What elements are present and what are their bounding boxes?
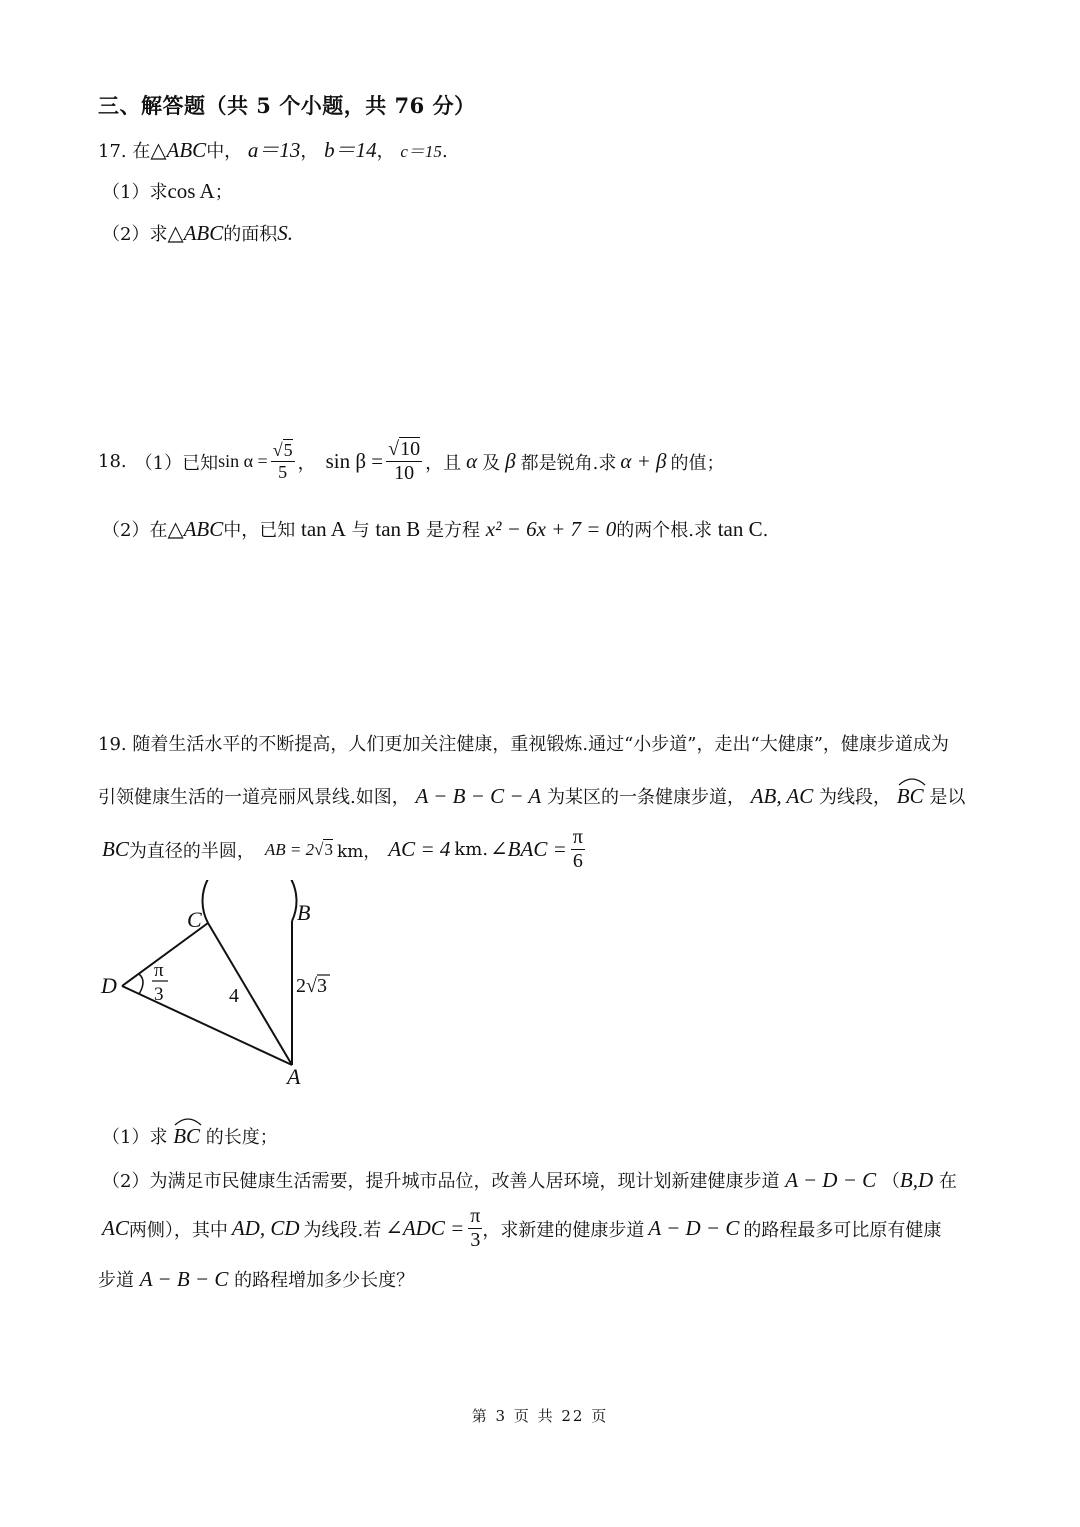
- q19-part1-label: （1）求: [102, 1127, 168, 1148]
- q17-cosA: cos A: [167, 179, 215, 203]
- q19-line3-text: 为直径的半圆，: [128, 840, 255, 862]
- q19-part2-text-a: （2）为满足市民健康生活需要，提升城市品位，改善人居环境，现计划新建健康步道: [102, 1171, 780, 1192]
- q19-part2-line1: [102, 1167, 957, 1193]
- q17-S: S.: [277, 221, 294, 245]
- q18-frac2-den: 10: [394, 462, 415, 484]
- q17-part2-text: 的面积: [223, 224, 278, 245]
- q19-part1-arc: [173, 1118, 200, 1149]
- q18-tanA: tan A: [301, 517, 346, 541]
- q17-c: c＝15: [400, 142, 442, 161]
- q18-part2-mid: 中，已知: [223, 520, 296, 541]
- arc-icon: [173, 1116, 203, 1126]
- q19-part2-ac: AC: [102, 1216, 129, 1240]
- q17-part1: [102, 178, 233, 204]
- section-title: 三、解答题（共 5 个小题，共 76 分）: [98, 93, 476, 118]
- q17-triangle: △ABC: [150, 138, 207, 162]
- q18-part1: [98, 438, 725, 485]
- q19-figure: [95, 880, 345, 1095]
- arc-icon: [897, 776, 927, 786]
- q18-mid: ，且: [425, 452, 462, 474]
- q18-part1-label: （1）已知: [134, 452, 219, 474]
- q19-line2b: 为某区的一条健康步道，: [546, 787, 745, 808]
- q17-part2: [102, 220, 293, 246]
- q19-ab-unit: km，: [336, 842, 381, 862]
- q19-ab: AB = 2: [264, 839, 315, 859]
- label-four: 4: [229, 985, 239, 1007]
- q17-sep2: ，: [376, 141, 395, 162]
- q19-part2-path2: A − D − C: [648, 1216, 740, 1240]
- q18-tanC: tan C: [717, 517, 763, 541]
- q18-frac2-num: 10: [400, 438, 421, 460]
- label-pi: π: [154, 960, 164, 981]
- q19-angle: ∠BAC =: [490, 837, 567, 861]
- q18-frac1-den: 5: [278, 462, 288, 482]
- q18-sum: α + β: [620, 449, 667, 473]
- q18-sep: ，: [297, 452, 316, 474]
- q17-a: a＝13: [247, 138, 301, 162]
- label-b: B: [297, 900, 311, 925]
- q19-part2-adcd: AD, CD: [231, 1216, 300, 1240]
- q19-line3-bc: BC: [102, 837, 129, 861]
- q17-part2-label: （2）求: [102, 224, 168, 245]
- segment-da: [122, 986, 292, 1065]
- q18-frac1: $\frac{√5}{5}$: [272, 440, 293, 482]
- q18-part2-end: .: [762, 520, 769, 541]
- q19-part2-frac: [468, 1205, 482, 1252]
- q19-part2-line3a: 步道: [98, 1270, 134, 1291]
- q18-end: 的值；: [670, 452, 725, 474]
- q19-frac-pi6: [571, 826, 585, 873]
- q17-b: b＝14: [324, 138, 377, 162]
- q19-part2-line2: [102, 1205, 941, 1252]
- q19-part1-arc-label: BC: [173, 1124, 201, 1148]
- q19-line1-text: 随着生活水平的不断提高，人们更加关注健康，重视锻炼.通过“小步道”，走出“大健康”，健康步道成为: [132, 734, 949, 755]
- q18-frac1-num: 5: [283, 440, 293, 461]
- q19-line2: [98, 778, 965, 809]
- q19-line2c: 为线段，: [819, 787, 892, 808]
- q18-part2-label: （2）在: [102, 520, 168, 541]
- q17-mid: 中，: [206, 141, 243, 162]
- angle-arc-d: [139, 974, 143, 994]
- q19-ac: AC = 4: [388, 837, 451, 861]
- q18-and: 及: [482, 452, 501, 474]
- q19-number: 19.: [98, 734, 127, 755]
- q18-alpha: α: [466, 449, 478, 473]
- q19-line2a: 引领健康生活的一道亮丽风景线.如图，: [98, 787, 410, 808]
- q18-part2: [102, 516, 768, 542]
- q17-part2-triangle: △ABC: [167, 221, 224, 245]
- q19-ab-radical: 3: [324, 839, 333, 859]
- q18-part2-triangle: △ABC: [167, 517, 224, 541]
- q17-sep1: ，: [300, 141, 319, 162]
- q18-sin-beta: sin β =: [325, 449, 384, 473]
- q19-part2-line2b: 两侧），其中: [128, 1219, 228, 1241]
- q19-part2-paren: （: [881, 1171, 900, 1192]
- q18-frac2: $\frac{√10}{10}$: [388, 438, 421, 484]
- q19-part2-line2e: 的路程最多可比原有健康: [743, 1219, 942, 1241]
- label-c: C: [187, 907, 202, 932]
- q19-line2d: 是以: [929, 787, 966, 808]
- q17-intro: 在: [132, 141, 151, 162]
- q18-equation: x² − 6x + 7 = 0: [485, 517, 617, 541]
- q19-ac-unit: km.: [454, 839, 489, 860]
- q19-part2-pi: π: [470, 1205, 481, 1227]
- q19-arc-bc: [897, 778, 924, 809]
- q17-end: .: [441, 141, 448, 162]
- page-footer: 第 3 页 共 22 页: [471, 1407, 609, 1425]
- q19-segs: AB, AC: [750, 784, 814, 808]
- q19-line3: BC 为直径的半圆， AB = 2 √3 km， AC = 4 km. ∠BAC = $\frac{\pi}{6}$: [102, 826, 583, 872]
- label-sqrt-sign: √: [306, 975, 317, 997]
- q18-with: 与: [351, 520, 370, 541]
- q19-part2-line3b: 的路程增加多少长度？: [234, 1270, 415, 1291]
- q19-part2-line3: [98, 1266, 414, 1292]
- q19-six: 6: [572, 850, 583, 872]
- label-radical: 3: [317, 975, 327, 997]
- q17-number: 17.: [98, 141, 127, 162]
- q19-part1: [102, 1118, 278, 1149]
- q19-part2-line2c: 为线段.若: [303, 1219, 382, 1241]
- q17-stem: [98, 134, 448, 164]
- q19-pi: π: [572, 826, 583, 848]
- segment-ac: [208, 923, 292, 1065]
- q17-part1-end: ；: [214, 182, 233, 203]
- q19-part2-three: 3: [470, 1229, 481, 1251]
- q19-path1: A − B − C − A: [415, 784, 542, 808]
- label-two: 2: [296, 975, 306, 997]
- q18-beta: β: [505, 449, 516, 473]
- q17-part1-label: （1）求: [102, 182, 168, 203]
- q18-eqtext: 是方程: [426, 520, 481, 541]
- q19-part2-path: A − D − C: [785, 1168, 877, 1192]
- q18-text: 都是锐角.求: [520, 452, 617, 474]
- q18-sin-alpha: sin α =: [218, 451, 268, 471]
- q19-arc-label: BC: [896, 784, 924, 808]
- q19-part2-angle: ∠ADC =: [385, 1216, 465, 1240]
- q18-roots: 的两个根.求: [616, 520, 712, 541]
- q19-part1-end: 的长度；: [205, 1127, 278, 1148]
- q19-part2-at: 在: [938, 1171, 957, 1192]
- q18-number: 18.: [98, 451, 127, 472]
- label-d: D: [101, 973, 117, 998]
- label-three: 3: [154, 984, 164, 1005]
- q19-part2-bd: B,D: [899, 1168, 934, 1192]
- semicircle-bc: [202, 880, 296, 923]
- q19-part2-path3: A − B − C: [139, 1267, 229, 1291]
- q19-part2-line2d: ，求新建的健康步道: [482, 1219, 645, 1241]
- q19-line1: [98, 730, 949, 756]
- q18-tanB: tan B: [375, 517, 421, 541]
- segment-dc: [122, 923, 208, 986]
- label-a: A: [287, 1064, 301, 1089]
